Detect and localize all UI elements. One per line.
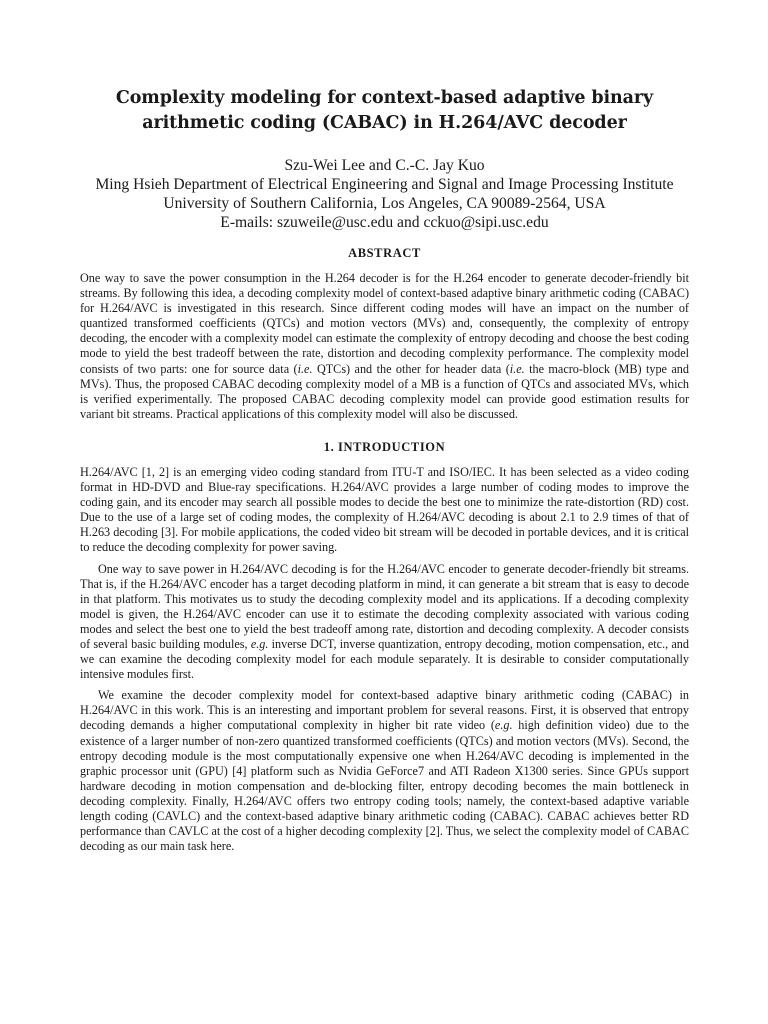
title-line-2: arithmetic coding (CABAC) in H.264/AVC decoder (142, 113, 627, 133)
title-line-1: Complexity modeling for context-based adaptive binary (115, 88, 654, 108)
author-names: Szu-Wei Lee and C.-C. Jay Kuo (284, 157, 485, 174)
author-block (80, 156, 689, 232)
abstract-heading: ABSTRACT (348, 246, 421, 260)
author-emails: E-mails: szuweile@usc.edu and cckuo@sipi.usc.edu (220, 214, 549, 231)
affiliation-department: Ming Hsieh Department of Electrical Engineering and Signal and Image Processing Institute (95, 176, 674, 193)
intro-paragraph-1: H.264/AVC [1, 2] is an emerging video coding standard from ITU-T and ISO/IEC. It has been selected as a video coding format in HD-DVD and Blue-ray specifications. H.264/AVC provides a large number of coding modes to improve the coding gain, and its encoder may search all possible modes to decide the best one to minimize the rate-distortion (RD) cost. Due to the use of a large set of coding modes, the complexity of H.264/AVC decoding is about 2.1 to 2.9 times of that of H.263 decoding [3]. For mobile applications, the coded video bit stream will be decoded in portable devices, and it is critical to reduce the decoding complexity for power saving. (80, 464, 689, 555)
paper-page (80, 86, 689, 854)
affiliation-university: University of Southern California, Los Angeles, CA 90089-2564, USA (163, 195, 606, 212)
intro-paragraph-2: One way to save power in H.264/AVC decoding is for the H.264/AVC encoder to generate decoder-friendly bit streams. That is, if the H.264/AVC encoder has a target decoding platform in mind, it can generate a bit stream that is easy to decode in that platform. This motivates us to study the decoding complexity model and its applications. If a decoding complexity model is given, the H.264/AVC encoder can use it to estimate the decoding complexity associated with various coding modes and select the best one to yield the best tradeoff among rate, distortion and decoding complexity. A decoder consists of several basic building modules, e.g. inverse DCT, inverse quantization, entropy decoding, motion compensation, etc., and we can examine the decoding complexity model for each module separately. It is desirable to consider computationally intensive modules first. (80, 561, 689, 682)
abstract-text: One way to save the power consumption in the H.264 decoder is for the H.264 encoder to generate decoder-friendly bit streams. By following this idea, a decoding complexity model of context-based adaptive binary arithmetic coding (CABAC) for H.264/AVC is investigated in this research. Since different coding modes will have an impact on the number of quantized transformed coefficients (QTCs) and motion vectors (MVs) and, consequently, the complexity of entropy decoding, the encoder with a complexity model can estimate the complexity of entropy decoding and choose the best coding mode to yield the best tradeoff between the rate, distortion and decoding complexity performance. The complexity model consists of two parts: one for source data (i.e. QTCs) and the other for header data (i.e. the macro-block (MB) type and MVs). Thus, the proposed CABAC decoding complexity model of a MB is a function of QTCs and associated MVs, which is verified experimentally. The proposed CABAC decoding complexity model can provide good estimation results for variant bit streams. Practical applications of this complexity model will also be discussed. (80, 271, 689, 421)
intro-paragraph-3: We examine the decoder complexity model for context-based adaptive binary arithmetic coding (CABAC) in H.264/AVC in this work. This is an interesting and important problem for several reasons. First, it is observed that entropy decoding demands a higher computational complexity in higher bit rate video (e.g. high definition video) due to the existence of a larger number of non-zero quantized transformed coefficients (QTCs) and motion vectors (MVs). Second, the entropy decoding module is the most computationally expensive one when H.264/AVC decoding is implemented in the graphic processor unit (GPU) [4] platform such as Nvidia GeForce7 and ATI Radeon X1300 series. Since GPUs support hardware decoding in motion compensation and de-blocking filter, entropy decoding becomes the main bottleneck in decoding complexity. Finally, H.264/AVC offers two entropy coding tools; namely, the context-based adaptive variable length coding (CAVLC) and the context-based adaptive binary arithmetic coding (CABAC). CABAC achieves better RD performance than CAVLC at the cost of a higher decoding complexity [2]. Thus, we select the complexity model of CABAC decoding as our main task here. (80, 688, 689, 854)
introduction-heading: 1. INTRODUCTION (323, 439, 446, 454)
paper-title (80, 86, 689, 136)
